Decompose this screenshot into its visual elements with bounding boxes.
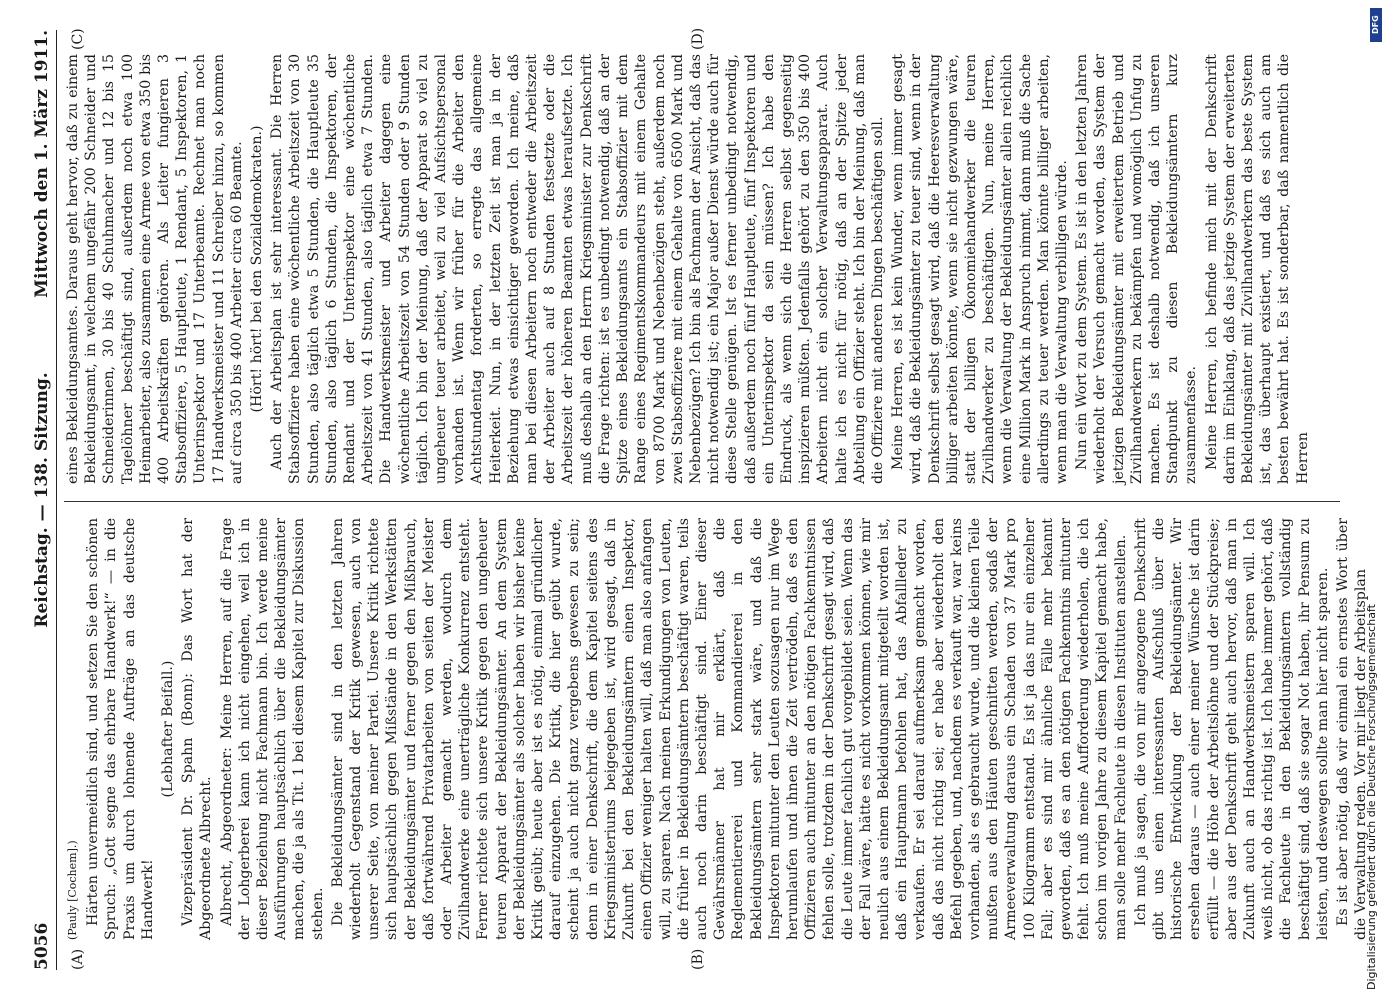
paragraph: Albrecht, Abgeordneter: Meine Herren, auf die Frage der Lohgerberei kann ich nicht eingehen, weil ich in dieser Beziehung nicht Fachmann bin. Ich werde meine Ausführungen hauptsächlich über die Bekleidungsämter machen, die ja als Tit. 1 bei diesem Kapitel zur Diskussion stehen. — [218, 518, 326, 940]
paragraph: Auch der Arbeitsplan ist sehr interessant. Die Herren Stabsoffiziere haben eine wöchentliche Arbeitszeit von 30 Stunden, also täglich etwa 5 Stunden, die Hauptleute 35 Stunden, also täglich 6 Stunden, die Inspektoren, der Rendant und der Unterinspektor eine wöchentliche Arbeitszeit von 41 Stunden, also täglich etwa 7 Stunden. Die Handwerksmeister und Arbeiter dagegen eine wöchentliche Arbeitszeit von 54 Stunden oder 9 Stunden täglich. Ich bin der Meinung, daß der Apparat so viel zu ungeheuer teuer arbeitet, weil zu viel Aufsichtspersonal vorhanden ist. Wenn wir früher für die Arbeiter den Achtstundentag forderten, so erregte das allgemeine Heiterkeit. Nun, in der letzten Zeit ist man ja in der Beziehung etwas einsichtiger geworden. Ich meine, daß man bei diesen Arbeitern noch entweder die Arbeitszeit der Arbeiter auch auf 8 Stunden festsetzte oder die Arbeitszeit der höheren Beamten etwas heraufsetzte. Ich muß deshalb an den Herrn Kriegsminister zur Denkschrift die Frage richten: ist es unbedingt notwendig, daß an der Spitze eines Bekleidungsamts ein Stabsoffizier mit dem Range eines Regimentskommandeurs mit einem Gehalte von 8700 Mark und Nebenbezügen steht, außerdem noch zwei Stabsoffiziere mit einem Gehalte von 6500 Mark und Nebenbezügen? Ich bin als Fachmann der Ansicht, daß das nicht notwendig ist; ein Major außer Dienst würde auch für diese Stelle genügen. Ist es ferner unbedingt notwendig, daß außerdem noch fünf Hauptleute, fünf Inspektoren und ein Unterinspektor da sein müssen? Ich habe den Eindruck, als wenn sich die Herren selbst gegenseitig inspizieren müßten. Jedenfalls gehört zu den 350 bis 400 Arbeitern nicht ein solcher Verwaltungsapparat. Auch halte ich es nicht für nötig, daß an der Spitze jeder Abteilung ein Offizier steht. Ich bin der Meinung, daß man die Offiziere mit anderen Dingen beschäftigen soll. — [269, 54, 886, 484]
column-divider — [64, 501, 1340, 502]
interjection: (Hört! hört! bei den Sozialdemokraten.) — [249, 125, 266, 413]
session-title: Reichstag. — 138. Sitzung. — [32, 372, 52, 628]
paragraph: Nun ein Wort zu dem System. Es ist in den letzten Jahren wiederholt der Versuch gemacht worden, das System der jetzigen Bekleidungsämter mit erweitertem Betrieb und Zivilhandwerkern zu bekämpfen und womöglich Unfug zu machen. Es ist deshalb notwendig, daß ich unseren Standpunkt zu diesen Bekleidungsämtern kurz zusammenfasse. — [1074, 54, 1200, 484]
margin-mark-d: (D) — [690, 27, 706, 50]
paragraph: eines Bekleidungsamtes. Daraus geht hervor, daß zu einem Bekleidungsamt, in welchem ungefähr 200 Schneider und Schneiderinnen, 30 bis 40 Schuhmacher und 12 bis 15 Tagelöhner beschäftigt sind, außerdem noch etwa 100 Heimarbeiter, also zusammen eine Armee von etwa 350 bis 400 Arbeitskräften gehören. Als Leiter fungieren 3 Stabsoffiziere, 5 Hauptleute, 1 Rendant, 5 Inspektoren, 1 Unterinspektor und 17 Unterbeamte. Rechnet man noch 17 Handwerksmeister und 11 Schreiber hinzu, so kommen auf circa 350 bis 400 Arbeiter circa 60 Beamte. — [65, 54, 245, 484]
paragraph: Vizepräsident Dr. Spahn (Bonn): Das Wort hat der Abgeordnete Albrecht. — [180, 518, 215, 940]
paragraph: Meine Herren, ich befinde mich mit der Denkschrift darin im Einklang, daß das jetzige System der erweiterten Bekleidungsämter mit Zivilhandwerkern das beste System ist, das überhaupt existiert, und daß es sich auch am besten bewährt hat. Es ist sonderbar, daß namentlich die Herren — [1203, 54, 1311, 484]
margin-mark-b: (B) — [690, 948, 706, 970]
left-text-column — [64, 518, 1370, 940]
margin-mark-c: (C) — [70, 28, 86, 50]
session-date: Mittwoch den 1. März 1911. — [32, 30, 52, 298]
paragraph: Härten unvermeidlich sind, und setzen Sie den schönen Spruch: „Gott segne das ehrbare Handwerk!“ — in die Praxis um durch lohnende Aufträge an das deutsche Handwerk! — [85, 518, 156, 940]
interjection: (Lebhafter Beifall.) — [160, 660, 177, 798]
paragraph: Ich muß ja sagen, die von mir angezogene Denkschrift gibt uns einen interessanten Aufschluß über die historische Entwicklung der Bekleidungsämter. Wir ersehen daraus — auch einer meiner Wünsche ist darin erfüllt — die Höhe der Arbeitslöhne und der Stückpreise; aber aus der Denkschrift geht auch hervor, daß man in Zukunft auch an Handwerksmeistern sparen will. Ich weiß nicht, ob das richtig ist. Ich habe immer gehört, daß die Fachleute in den Bekleidungsämtern vollständig beschäftigt sind, daß sie sogar Not haben, ihr Pensum zu leisten, und deswegen sollte man hier nicht sparen. — [1132, 518, 1331, 940]
digitization-credit: Digitalisierung gefördert durch die Deutsche Forschungsgemeinschaft — [1365, 604, 1378, 990]
page-number: 5056 — [32, 922, 52, 970]
paragraph: Meine Herren, es ist kein Wunder, wenn immer gesagt wird, daß die Bekleidungsämter zu teuer sind, wenn in der Denkschrift selbst gesagt wird, daß die Heeresverwaltung billiger arbeiten könnte, wenn sie nicht gezwungen wäre, statt der billigen Ökonomiehandwerker die teuren Zivilhandwerker zu beschäftigen. Nun, meine Herren, wenn die Verwaltung der Bekleidungsämter allein reichlich eine Million Mark in Anspruch nimmt, dann muß die Sache allerdings zu teuer werden. Man könnte billiger arbeiten, wenn man die Verwaltung verbilligen würde. — [890, 54, 1070, 484]
right-text-column — [64, 54, 1340, 484]
margin-mark-a: (A) — [70, 948, 86, 970]
paragraph: Die Bekleidungsämter sind in den letzten Jahren wiederholt Gegenstand der Kritik gewesen, auch von unserer Seite, von meiner Partei. Unsere Kritik richtete sich hauptsächlich gegen Mißstände in den Werkstätten der Bekleidungsämter und ferner gegen den Mißbrauch, daß fortwährend Privatarbeiten von seiten der Meister oder Arbeiter gemacht werden, wodurch dem Zivilhandwerke eine unerträgliche Konkurrenz entsteht. Ferner richtete sich unsere Kritik gegen den ungeheuer teuren Apparat der Bekleidungsämter. An dem System der Bekleidungsämter als solcher haben wir bisher keine Kritik geübt; heute aber ist es nötig, einmal gründlicher darauf einzugehen. Die Kritik, die hier geübt wurde, scheint ja auch nicht ganz vergebens gewesen zu sein; denn in einer Denkschrift, die dem Kapitel seitens des Kriegsministeriums beigegeben ist, wird gesagt, daß in Zukunft bei den Bekleidungsämtern einen Inspektor, einen Offizier weniger halten will, daß man also anfangen will, zu sparen. Nach meinen Erkundigungen von Leuten, die früher in Bekleidungsämtern beschäftigt waren, teils auch noch darin beschäftigt sind. Einer dieser Gewährsmänner hat mir erklärt, daß die Reglementiererei und Kommandiererei in den Bekleidungsämtern sehr stark wäre, und daß die Inspektoren mitunter den Leuten sozusagen nur im Wege herumlaufen und ihnen die Zeit vertrödeln, daß es den Offizieren auch mitunter an den nötigen Fachkenntnissen fehlen solle, trotzdem in der Denkschrift gesagt wird, daß die Leute immer fachlich gut vorgebildet seien. Wenn das der Fall wäre, hätte es nicht vorkommen können, wie mir neulich aus einem Bekleidungsamt mitgeteilt worden ist, daß ein Hauptmann befohlen hat, das Abfallleder zu verkaufen. Er sei darauf aufmerksam gemacht worden, daß das nicht richtig sei; er habe aber wiederholt den Befehl gegeben, und, nachdem es verkauft war, war keins vorhanden, als es gebraucht wurde, und die kleinen Teile mußten aus den Häuten geschnitten werden, sodaß der Armeeverwaltung daraus ein Schaden von 37 Mark pro 100 Kilogramm entstand. Es ist ja das nur ein einzelner Fall; aber es sind mir ähnliche Fälle mehr bekannt geworden, daß es an den nötigen Fachkenntnis mitunter fehlt. Ich muß meine Aufforderung wiederholen, die ich schon im vorigen Jahre zu diesem Kapitel gemacht habe, man solle mehr Fachleute in diesen Instituten anstellen. — [329, 518, 1129, 940]
paragraph: Es ist aber nötig, daß wir einmal ein ernstes Wort über die Verwaltung reden. Vor mir liegt der Arbeitsplan — [1335, 518, 1370, 940]
page-header — [30, 30, 57, 970]
speaker-tag: (Pauly [Cochem].) — [66, 840, 79, 940]
dfg-logo: DFG — [1370, 8, 1382, 42]
